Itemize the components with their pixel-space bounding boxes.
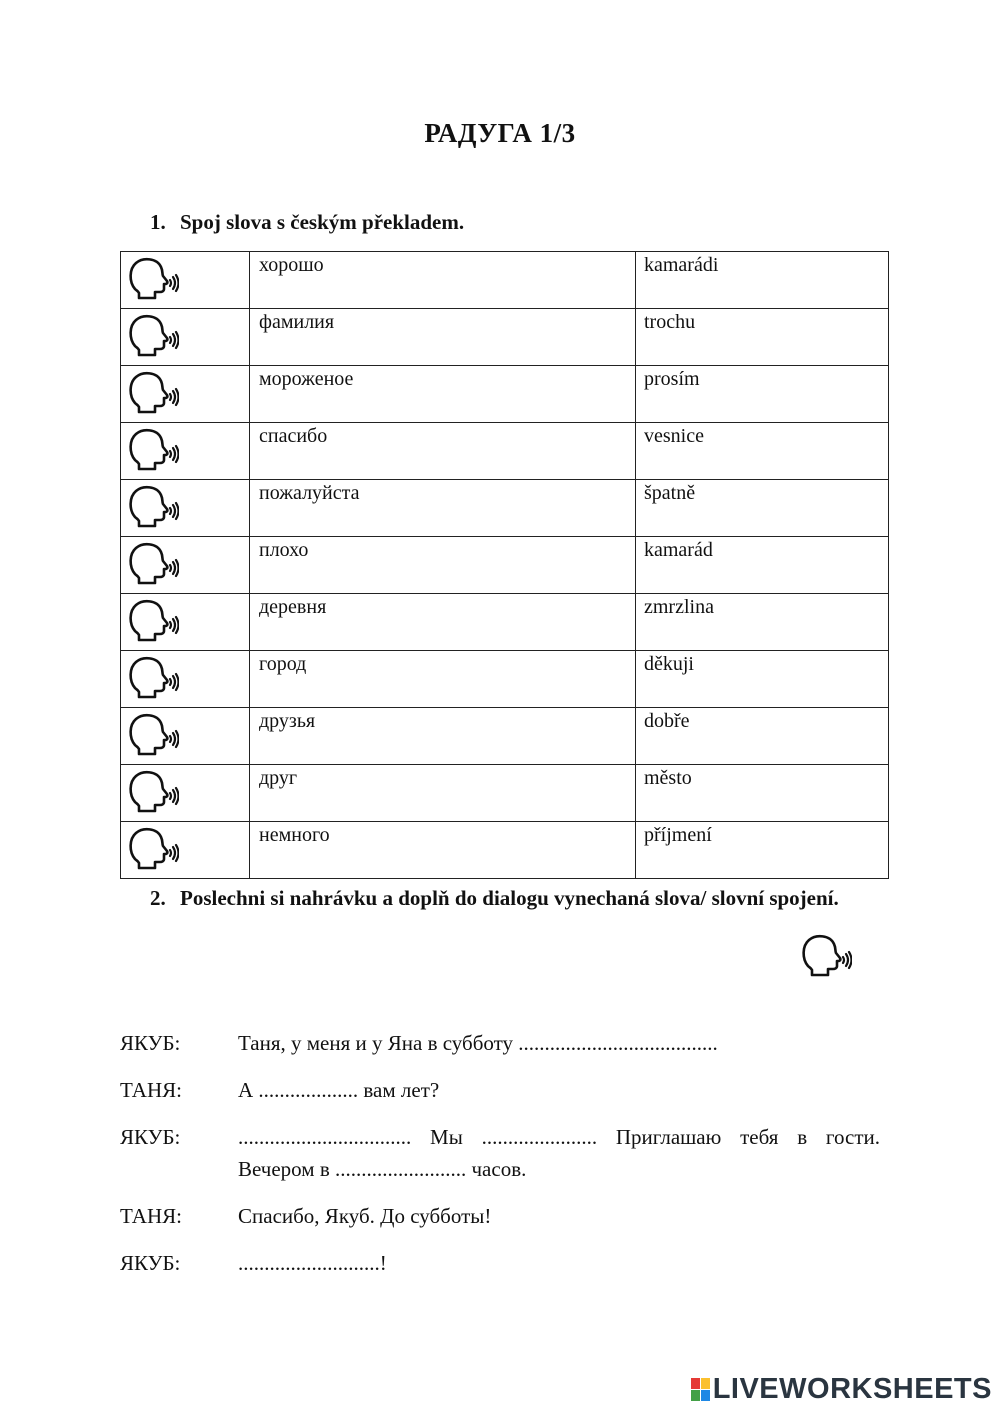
audio-cell (121, 651, 250, 708)
table-row (121, 537, 889, 594)
table-row (121, 651, 889, 708)
play-audio-button[interactable] (127, 370, 185, 416)
dialog-line (120, 1200, 880, 1232)
logo-block (691, 1378, 700, 1389)
russian-word: немного (250, 822, 636, 879)
dialog-text[interactable]: Таня, у меня и у Яна в субботу ...................................... (238, 1031, 718, 1055)
speaking-head-icon (127, 370, 185, 414)
russian-word: город (250, 651, 636, 708)
task-text: Spoj slova s českým překladem. (180, 210, 465, 234)
czech-word: příjmení (636, 822, 889, 879)
russian-word: хорошо (250, 252, 636, 309)
table-row (121, 708, 889, 765)
logo-mark (691, 1378, 710, 1401)
speaker-name: ЯКУБ: (120, 1031, 181, 1055)
task-text: Poslechni si nahrávku a doplň do dialogu vynechaná slova/ slovní spojení. (180, 886, 839, 910)
dialog-text[interactable]: ...........................! (238, 1251, 387, 1275)
play-audio-button[interactable] (127, 427, 185, 473)
speaking-head-icon (127, 541, 185, 585)
logo-block (701, 1378, 710, 1389)
play-audio-button[interactable] (127, 826, 185, 872)
dialog (120, 1027, 880, 1294)
dialog-text[interactable]: А ................... вам лет? (238, 1078, 440, 1102)
table-row (121, 423, 889, 480)
speaking-head-icon (127, 256, 185, 300)
czech-word: kamarád (636, 537, 889, 594)
russian-word: мороженое (250, 366, 636, 423)
audio-cell (121, 765, 250, 822)
page-title: РАДУГА 1/3 (424, 118, 576, 148)
table-row (121, 366, 889, 423)
liveworksheets-logo (691, 1371, 992, 1407)
play-audio-button[interactable] (127, 256, 185, 302)
russian-word: плохо (250, 537, 636, 594)
audio-cell (121, 594, 250, 651)
czech-word: zmrzlina (636, 594, 889, 651)
russian-word: пожалуйста (250, 480, 636, 537)
play-audio-button[interactable] (127, 712, 185, 758)
czech-word: děkuji (636, 651, 889, 708)
speaking-head-icon (127, 712, 185, 756)
russian-word: друзья (250, 708, 636, 765)
table-row (121, 594, 889, 651)
czech-word: město (636, 765, 889, 822)
audio-cell (121, 366, 250, 423)
czech-word: vesnice (636, 423, 889, 480)
audio-cell (121, 309, 250, 366)
dialog-text[interactable]: Спасибо, Якуб. До субботы! (238, 1204, 492, 1228)
play-audio-button[interactable] (127, 313, 185, 359)
dialog-line (120, 1074, 880, 1106)
speaker-name: ЯКУБ: (120, 1125, 181, 1149)
russian-word: спасибо (250, 423, 636, 480)
speaking-head-icon (127, 598, 185, 642)
czech-word: špatně (636, 480, 889, 537)
czech-word: dobře (636, 708, 889, 765)
play-audio-button[interactable] (127, 598, 185, 644)
audio-cell (121, 537, 250, 594)
dialog-text[interactable]: ................................. Мы ...................... Приглашаю тебя в гости. Вечером в ......................... часов. (238, 1125, 880, 1181)
speaking-head-icon (127, 313, 185, 357)
speaking-head-icon (127, 655, 185, 699)
logo-text: LIVEWORKSHEETS (712, 1372, 992, 1405)
table-row (121, 480, 889, 537)
play-audio-button[interactable] (127, 769, 185, 815)
audio-cell (121, 708, 250, 765)
logo-block (701, 1390, 710, 1401)
dialog-line (120, 1027, 880, 1059)
speaker-name: ТАНЯ: (120, 1204, 182, 1228)
dialog-line (120, 1121, 880, 1185)
russian-word: деревня (250, 594, 636, 651)
play-dialog-audio-button[interactable] (800, 933, 858, 979)
play-audio-button[interactable] (127, 484, 185, 530)
task-1-instruction (150, 207, 880, 238)
speaking-head-icon (127, 427, 185, 471)
table-row (121, 252, 889, 309)
speaking-head-icon (127, 826, 185, 870)
speaking-head-icon (800, 964, 852, 981)
audio-cell (121, 423, 250, 480)
table-row (121, 822, 889, 879)
speaking-head-icon (127, 484, 185, 528)
table-row (121, 309, 889, 366)
audio-cell (121, 822, 250, 879)
russian-word: друг (250, 765, 636, 822)
czech-word: prosím (636, 366, 889, 423)
czech-word: kamarádi (636, 252, 889, 309)
audio-cell (121, 252, 250, 309)
vocabulary-table (120, 251, 889, 879)
speaker-name: ЯКУБ: (120, 1251, 181, 1275)
speaking-head-icon (127, 769, 185, 813)
task-number: 2. (150, 886, 166, 910)
task-2-instruction (150, 883, 880, 914)
russian-word: фамилия (250, 309, 636, 366)
play-audio-button[interactable] (127, 541, 185, 587)
play-audio-button[interactable] (127, 655, 185, 701)
czech-word: trochu (636, 309, 889, 366)
logo-block (691, 1390, 700, 1401)
speaker-name: ТАНЯ: (120, 1078, 182, 1102)
task-number: 1. (150, 210, 166, 234)
table-row (121, 765, 889, 822)
audio-cell (121, 480, 250, 537)
dialog-line (120, 1247, 880, 1279)
